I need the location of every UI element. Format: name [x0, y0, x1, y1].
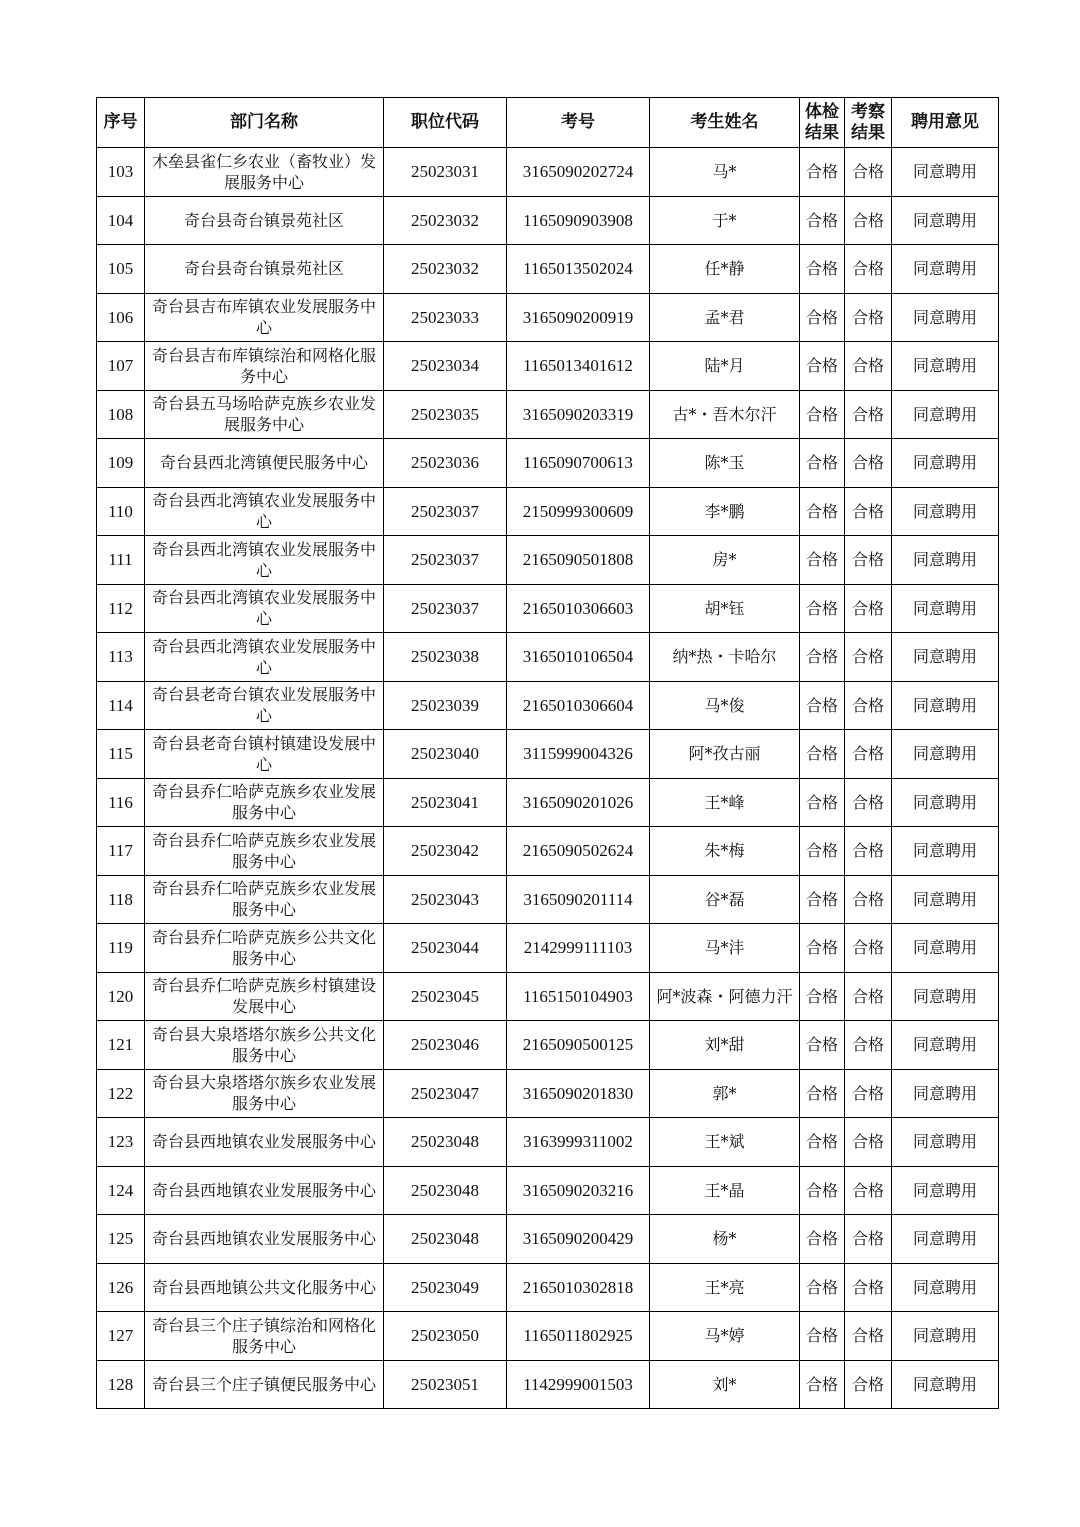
cell-physical-result: 合格 — [800, 390, 845, 439]
cell-seq: 111 — [97, 536, 145, 585]
cell-hiring-opinion: 同意聘用 — [892, 1263, 999, 1312]
cell-position-code: 25023035 — [384, 390, 507, 439]
cell-seq: 107 — [97, 342, 145, 391]
cell-physical-result: 合格 — [800, 487, 845, 536]
cell-seq: 105 — [97, 245, 145, 294]
cell-hiring-opinion: 同意聘用 — [892, 293, 999, 342]
cell-position-code: 25023031 — [384, 148, 507, 197]
header-exam: 考号 — [507, 98, 650, 148]
cell-candidate-name: 李*鹏 — [650, 487, 800, 536]
cell-physical-result: 合格 — [800, 827, 845, 876]
cell-exam-number: 1165090700613 — [507, 439, 650, 488]
cell-exam-number: 2165010306603 — [507, 584, 650, 633]
cell-exam-number: 3165090203216 — [507, 1166, 650, 1215]
cell-physical-result: 合格 — [800, 293, 845, 342]
cell-seq: 126 — [97, 1263, 145, 1312]
cell-hiring-opinion: 同意聘用 — [892, 1069, 999, 1118]
cell-department: 奇台县奇台镇景苑社区 — [145, 245, 384, 294]
cell-department: 奇台县西地镇农业发展服务中心 — [145, 1118, 384, 1167]
cell-hiring-opinion: 同意聘用 — [892, 1312, 999, 1361]
cell-physical-result: 合格 — [800, 778, 845, 827]
cell-candidate-name: 朱*梅 — [650, 827, 800, 876]
cell-department: 奇台县乔仁哈萨克族乡公共文化服务中心 — [145, 924, 384, 973]
table-row — [97, 924, 999, 973]
cell-candidate-name: 杨* — [650, 1215, 800, 1264]
cell-candidate-name: 王*晶 — [650, 1166, 800, 1215]
cell-seq: 128 — [97, 1360, 145, 1409]
cell-candidate-name: 刘* — [650, 1360, 800, 1409]
header-opinion: 聘用意见 — [892, 98, 999, 148]
table-row — [97, 536, 999, 585]
cell-department: 奇台县吉布库镇综治和网格化服务中心 — [145, 342, 384, 391]
cell-inspection-result: 合格 — [845, 196, 892, 245]
cell-candidate-name: 刘*甜 — [650, 1021, 800, 1070]
cell-hiring-opinion: 同意聘用 — [892, 730, 999, 779]
cell-seq: 122 — [97, 1069, 145, 1118]
cell-position-code: 25023044 — [384, 924, 507, 973]
cell-department: 奇台县西北湾镇便民服务中心 — [145, 439, 384, 488]
cell-candidate-name: 于* — [650, 196, 800, 245]
table-row — [97, 1021, 999, 1070]
table-row — [97, 342, 999, 391]
cell-exam-number: 2165010306604 — [507, 681, 650, 730]
cell-seq: 117 — [97, 827, 145, 876]
cell-candidate-name: 王*峰 — [650, 778, 800, 827]
cell-inspection-result: 合格 — [845, 293, 892, 342]
cell-department: 奇台县奇台镇景苑社区 — [145, 196, 384, 245]
cell-hiring-opinion: 同意聘用 — [892, 148, 999, 197]
cell-physical-result: 合格 — [800, 1360, 845, 1409]
cell-department: 奇台县西北湾镇农业发展服务中心 — [145, 487, 384, 536]
header-seq: 序号 — [97, 98, 145, 148]
cell-inspection-result: 合格 — [845, 972, 892, 1021]
cell-department: 奇台县大泉塔塔尔族乡公共文化服务中心 — [145, 1021, 384, 1070]
cell-hiring-opinion: 同意聘用 — [892, 1166, 999, 1215]
cell-hiring-opinion: 同意聘用 — [892, 1360, 999, 1409]
table-row — [97, 1312, 999, 1361]
cell-candidate-name: 阿*孜古丽 — [650, 730, 800, 779]
cell-position-code: 25023048 — [384, 1118, 507, 1167]
cell-inspection-result: 合格 — [845, 390, 892, 439]
cell-hiring-opinion: 同意聘用 — [892, 536, 999, 585]
cell-hiring-opinion: 同意聘用 — [892, 1021, 999, 1070]
cell-candidate-name: 马*婷 — [650, 1312, 800, 1361]
table-row — [97, 293, 999, 342]
cell-inspection-result: 合格 — [845, 342, 892, 391]
cell-candidate-name: 纳*热・卡哈尔 — [650, 633, 800, 682]
cell-department: 奇台县西北湾镇农业发展服务中心 — [145, 584, 384, 633]
cell-inspection-result: 合格 — [845, 1166, 892, 1215]
cell-position-code: 25023037 — [384, 487, 507, 536]
cell-hiring-opinion: 同意聘用 — [892, 245, 999, 294]
cell-exam-number: 3163999311002 — [507, 1118, 650, 1167]
cell-department: 奇台县五马场哈萨克族乡农业发展服务中心 — [145, 390, 384, 439]
cell-candidate-name: 孟*君 — [650, 293, 800, 342]
cell-physical-result: 合格 — [800, 1263, 845, 1312]
cell-position-code: 25023046 — [384, 1021, 507, 1070]
cell-exam-number: 2165010302818 — [507, 1263, 650, 1312]
cell-seq: 112 — [97, 584, 145, 633]
table-row — [97, 245, 999, 294]
cell-position-code: 25023048 — [384, 1166, 507, 1215]
cell-exam-number: 3165090201830 — [507, 1069, 650, 1118]
cell-position-code: 25023047 — [384, 1069, 507, 1118]
cell-physical-result: 合格 — [800, 1312, 845, 1361]
table-row — [97, 972, 999, 1021]
table-row — [97, 1263, 999, 1312]
table-row — [97, 196, 999, 245]
cell-physical-result: 合格 — [800, 875, 845, 924]
cell-inspection-result: 合格 — [845, 827, 892, 876]
cell-physical-result: 合格 — [800, 196, 845, 245]
cell-exam-number: 1165013401612 — [507, 342, 650, 391]
cell-candidate-name: 阿*波森・阿德力汗 — [650, 972, 800, 1021]
cell-inspection-result: 合格 — [845, 487, 892, 536]
cell-department: 奇台县三个庄子镇综治和网格化服务中心 — [145, 1312, 384, 1361]
cell-inspection-result: 合格 — [845, 439, 892, 488]
cell-candidate-name: 马*沣 — [650, 924, 800, 973]
cell-inspection-result: 合格 — [845, 584, 892, 633]
cell-physical-result: 合格 — [800, 439, 845, 488]
table-row — [97, 778, 999, 827]
cell-department: 奇台县吉布库镇农业发展服务中心 — [145, 293, 384, 342]
cell-physical-result: 合格 — [800, 1118, 845, 1167]
cell-position-code: 25023032 — [384, 245, 507, 294]
cell-physical-result: 合格 — [800, 730, 845, 779]
cell-position-code: 25023037 — [384, 584, 507, 633]
cell-inspection-result: 合格 — [845, 1021, 892, 1070]
cell-hiring-opinion: 同意聘用 — [892, 342, 999, 391]
cell-department: 奇台县西北湾镇农业发展服务中心 — [145, 536, 384, 585]
table-row — [97, 487, 999, 536]
cell-department: 奇台县乔仁哈萨克族乡农业发展服务中心 — [145, 827, 384, 876]
cell-seq: 125 — [97, 1215, 145, 1264]
table-row — [97, 827, 999, 876]
table-row — [97, 390, 999, 439]
cell-hiring-opinion: 同意聘用 — [892, 196, 999, 245]
cell-department: 奇台县西地镇农业发展服务中心 — [145, 1215, 384, 1264]
cell-candidate-name: 胡*钰 — [650, 584, 800, 633]
cell-exam-number: 1165090903908 — [507, 196, 650, 245]
cell-seq: 110 — [97, 487, 145, 536]
cell-inspection-result: 合格 — [845, 1360, 892, 1409]
cell-inspection-result: 合格 — [845, 536, 892, 585]
cell-hiring-opinion: 同意聘用 — [892, 439, 999, 488]
table-row — [97, 730, 999, 779]
cell-inspection-result: 合格 — [845, 1215, 892, 1264]
cell-physical-result: 合格 — [800, 536, 845, 585]
cell-exam-number: 1165013502024 — [507, 245, 650, 294]
table-row — [97, 584, 999, 633]
cell-inspection-result: 合格 — [845, 924, 892, 973]
cell-inspection-result: 合格 — [845, 245, 892, 294]
cell-department: 木垒县雀仁乡农业（畜牧业）发展服务中心 — [145, 148, 384, 197]
cell-position-code: 25023036 — [384, 439, 507, 488]
table-header-row — [97, 98, 999, 148]
cell-physical-result: 合格 — [800, 972, 845, 1021]
cell-seq: 103 — [97, 148, 145, 197]
cell-department: 奇台县乔仁哈萨克族乡农业发展服务中心 — [145, 875, 384, 924]
cell-hiring-opinion: 同意聘用 — [892, 1118, 999, 1167]
cell-physical-result: 合格 — [800, 1021, 845, 1070]
cell-inspection-result: 合格 — [845, 681, 892, 730]
cell-department: 奇台县乔仁哈萨克族乡农业发展服务中心 — [145, 778, 384, 827]
header-physical: 体检结果 — [800, 98, 845, 148]
cell-position-code: 25023038 — [384, 633, 507, 682]
cell-hiring-opinion: 同意聘用 — [892, 487, 999, 536]
cell-seq: 118 — [97, 875, 145, 924]
cell-inspection-result: 合格 — [845, 1312, 892, 1361]
cell-candidate-name: 王*亮 — [650, 1263, 800, 1312]
cell-exam-number: 3165090201026 — [507, 778, 650, 827]
cell-seq: 115 — [97, 730, 145, 779]
cell-position-code: 25023033 — [384, 293, 507, 342]
cell-hiring-opinion: 同意聘用 — [892, 681, 999, 730]
cell-seq: 127 — [97, 1312, 145, 1361]
cell-position-code: 25023049 — [384, 1263, 507, 1312]
cell-seq: 119 — [97, 924, 145, 973]
cell-position-code: 25023042 — [384, 827, 507, 876]
cell-exam-number: 3165090200919 — [507, 293, 650, 342]
cell-exam-number: 2165090500125 — [507, 1021, 650, 1070]
cell-inspection-result: 合格 — [845, 730, 892, 779]
cell-inspection-result: 合格 — [845, 778, 892, 827]
cell-position-code: 25023032 — [384, 196, 507, 245]
cell-position-code: 25023037 — [384, 536, 507, 585]
cell-physical-result: 合格 — [800, 1215, 845, 1264]
cell-position-code: 25023034 — [384, 342, 507, 391]
cell-seq: 106 — [97, 293, 145, 342]
cell-position-code: 25023039 — [384, 681, 507, 730]
cell-hiring-opinion: 同意聘用 — [892, 875, 999, 924]
cell-physical-result: 合格 — [800, 148, 845, 197]
cell-department: 奇台县西地镇公共文化服务中心 — [145, 1263, 384, 1312]
cell-department: 奇台县老奇台镇村镇建设发展中心 — [145, 730, 384, 779]
cell-candidate-name: 任*静 — [650, 245, 800, 294]
cell-hiring-opinion: 同意聘用 — [892, 778, 999, 827]
cell-candidate-name: 陆*月 — [650, 342, 800, 391]
cell-physical-result: 合格 — [800, 924, 845, 973]
cell-candidate-name: 房* — [650, 536, 800, 585]
cell-hiring-opinion: 同意聘用 — [892, 633, 999, 682]
cell-physical-result: 合格 — [800, 1166, 845, 1215]
cell-candidate-name: 谷*磊 — [650, 875, 800, 924]
cell-hiring-opinion: 同意聘用 — [892, 584, 999, 633]
cell-exam-number: 2150999300609 — [507, 487, 650, 536]
table-row — [97, 1118, 999, 1167]
cell-exam-number: 3115999004326 — [507, 730, 650, 779]
cell-position-code: 25023041 — [384, 778, 507, 827]
table-body — [97, 148, 999, 1409]
cell-seq: 113 — [97, 633, 145, 682]
cell-physical-result: 合格 — [800, 633, 845, 682]
cell-candidate-name: 马* — [650, 148, 800, 197]
cell-position-code: 25023048 — [384, 1215, 507, 1264]
header-name: 考生姓名 — [650, 98, 800, 148]
cell-inspection-result: 合格 — [845, 148, 892, 197]
header-dept: 部门名称 — [145, 98, 384, 148]
table-row — [97, 1069, 999, 1118]
table-row — [97, 1215, 999, 1264]
cell-exam-number: 2165090502624 — [507, 827, 650, 876]
cell-exam-number: 2142999111103 — [507, 924, 650, 973]
table-row — [97, 875, 999, 924]
cell-physical-result: 合格 — [800, 1069, 845, 1118]
cell-candidate-name: 马*俊 — [650, 681, 800, 730]
cell-inspection-result: 合格 — [845, 1118, 892, 1167]
cell-exam-number: 3165090201114 — [507, 875, 650, 924]
cell-seq: 114 — [97, 681, 145, 730]
cell-department: 奇台县三个庄子镇便民服务中心 — [145, 1360, 384, 1409]
cell-physical-result: 合格 — [800, 245, 845, 294]
table-row — [97, 633, 999, 682]
cell-seq: 124 — [97, 1166, 145, 1215]
hiring-results-table — [96, 97, 999, 1409]
cell-exam-number: 3165090203319 — [507, 390, 650, 439]
cell-seq: 120 — [97, 972, 145, 1021]
cell-hiring-opinion: 同意聘用 — [892, 972, 999, 1021]
header-code: 职位代码 — [384, 98, 507, 148]
cell-seq: 109 — [97, 439, 145, 488]
cell-position-code: 25023045 — [384, 972, 507, 1021]
cell-inspection-result: 合格 — [845, 1069, 892, 1118]
cell-exam-number: 1165011802925 — [507, 1312, 650, 1361]
cell-hiring-opinion: 同意聘用 — [892, 924, 999, 973]
cell-inspection-result: 合格 — [845, 875, 892, 924]
cell-inspection-result: 合格 — [845, 1263, 892, 1312]
cell-exam-number: 1165150104903 — [507, 972, 650, 1021]
cell-department: 奇台县西北湾镇农业发展服务中心 — [145, 633, 384, 682]
table-row — [97, 148, 999, 197]
cell-position-code: 25023051 — [384, 1360, 507, 1409]
table-row — [97, 439, 999, 488]
cell-exam-number: 3165090202724 — [507, 148, 650, 197]
cell-department: 奇台县乔仁哈萨克族乡村镇建设发展中心 — [145, 972, 384, 1021]
cell-seq: 116 — [97, 778, 145, 827]
cell-physical-result: 合格 — [800, 584, 845, 633]
cell-department: 奇台县老奇台镇农业发展服务中心 — [145, 681, 384, 730]
cell-department: 奇台县大泉塔塔尔族乡农业发展服务中心 — [145, 1069, 384, 1118]
cell-hiring-opinion: 同意聘用 — [892, 1215, 999, 1264]
cell-physical-result: 合格 — [800, 681, 845, 730]
cell-candidate-name: 古*・吾木尔汗 — [650, 390, 800, 439]
cell-exam-number: 3165010106504 — [507, 633, 650, 682]
cell-department: 奇台县西地镇农业发展服务中心 — [145, 1166, 384, 1215]
cell-position-code: 25023040 — [384, 730, 507, 779]
cell-hiring-opinion: 同意聘用 — [892, 390, 999, 439]
cell-position-code: 25023050 — [384, 1312, 507, 1361]
cell-candidate-name: 王*斌 — [650, 1118, 800, 1167]
cell-exam-number: 3165090200429 — [507, 1215, 650, 1264]
cell-hiring-opinion: 同意聘用 — [892, 827, 999, 876]
header-inspection: 考察结果 — [845, 98, 892, 148]
cell-inspection-result: 合格 — [845, 633, 892, 682]
table-row — [97, 1360, 999, 1409]
cell-seq: 104 — [97, 196, 145, 245]
cell-candidate-name: 郭* — [650, 1069, 800, 1118]
cell-physical-result: 合格 — [800, 342, 845, 391]
cell-seq: 108 — [97, 390, 145, 439]
cell-exam-number: 2165090501808 — [507, 536, 650, 585]
cell-position-code: 25023043 — [384, 875, 507, 924]
table-row — [97, 1166, 999, 1215]
table-row — [97, 681, 999, 730]
cell-seq: 121 — [97, 1021, 145, 1070]
cell-candidate-name: 陈*玉 — [650, 439, 800, 488]
cell-exam-number: 1142999001503 — [507, 1360, 650, 1409]
cell-seq: 123 — [97, 1118, 145, 1167]
